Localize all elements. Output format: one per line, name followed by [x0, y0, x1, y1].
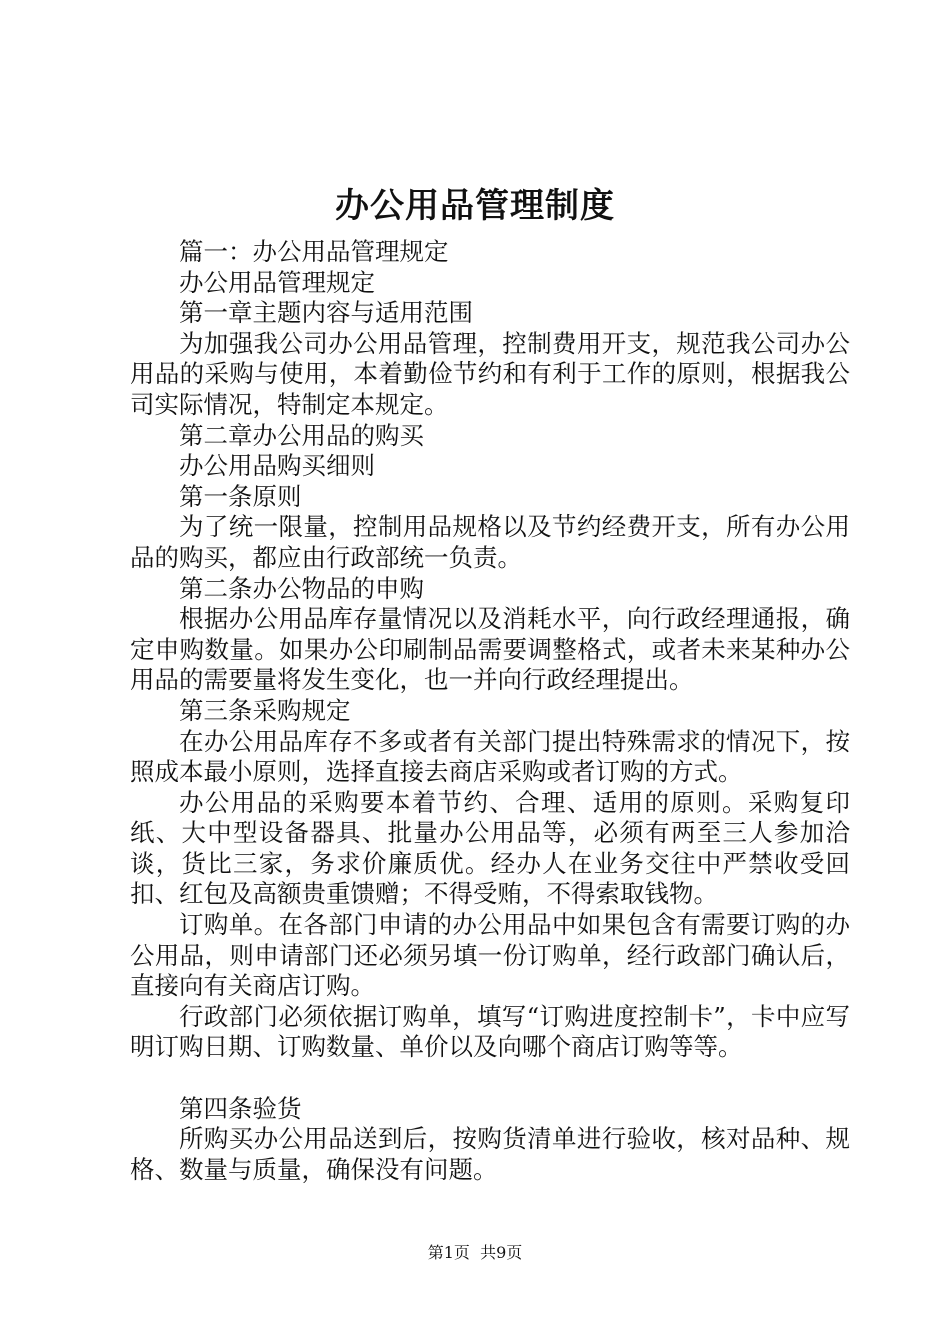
page-number: 第1页 [427, 1243, 470, 1262]
paragraph: 第一条原则 [179, 481, 302, 511]
paragraph: 办公用品的采购要本着节约、合理、适用的原则。采购复印纸、大中型设备器具、批量办公用品等，必须有两至三人参加洽谈，货比三家，务求价廉质优。经办人在业务交往中严禁收受回扣、红包及高额贵重馈赠；不得受贿，不得索取钱物。 [130, 787, 850, 909]
page-footer [0, 1242, 950, 1264]
document-title: 办公用品管理制度 [335, 186, 615, 226]
footer-spacer [470, 1243, 480, 1262]
paragraph: 篇一：办公用品管理规定 [179, 237, 449, 266]
paragraph: 所购买办公用品送到后，按购货清单进行验收，核对品种、规格、数量与质量，确保没有问题。 [130, 1124, 850, 1184]
paragraph: 第二章办公用品的购买 [179, 420, 424, 450]
paragraph: 第三条采购规定 [179, 695, 351, 725]
total-pages: 共9页 [480, 1243, 523, 1262]
paragraph: 第一章主题内容与适用范围 [179, 298, 473, 328]
paragraph: 第四条验货 [179, 1093, 302, 1123]
paragraph: 根据办公用品库存量情况以及消耗水平，向行政经理通报，确定申购数量。如果办公印刷制品需要调整格式，或者未来某种办公用品的需要量将发生变化，也一并向行政经理提出。 [130, 604, 850, 695]
paragraph: 为了统一限量，控制用品规格以及节约经费开支，所有办公用品的购买，都应由行政部统一负责。 [130, 512, 850, 572]
document-body [130, 237, 850, 1185]
paragraph: 办公用品管理规定 [179, 267, 375, 297]
paragraph: 行政部门必须依据订购单，填写“订购进度控制卡”，卡中应写明订购日期、订购数量、单价以及向哪个商店订购等等。 [130, 1001, 850, 1062]
paragraph: 为加强我公司办公用品管理，控制费用开支，规范我公司办公用品的采购与使用，本着勤俭节约和有利于工作的原则，根据我公司实际情况，特制定本规定。 [130, 328, 850, 419]
paragraph: 办公用品购买细则 [179, 451, 375, 481]
paragraph: 在办公用品库存不多或者有关部门提出特殊需求的情况下，按照成本最小原则，选择直接去商店采购或者订购的方式。 [130, 726, 850, 787]
paragraph: 第二条办公物品的申购 [179, 573, 424, 603]
paragraph: 订购单。在各部门申请的办公用品中如果包含有需要订购的办公用品，则申请部门还必须另填一份订购单，经行政部门确认后，直接向有关商店订购。 [130, 910, 850, 1001]
